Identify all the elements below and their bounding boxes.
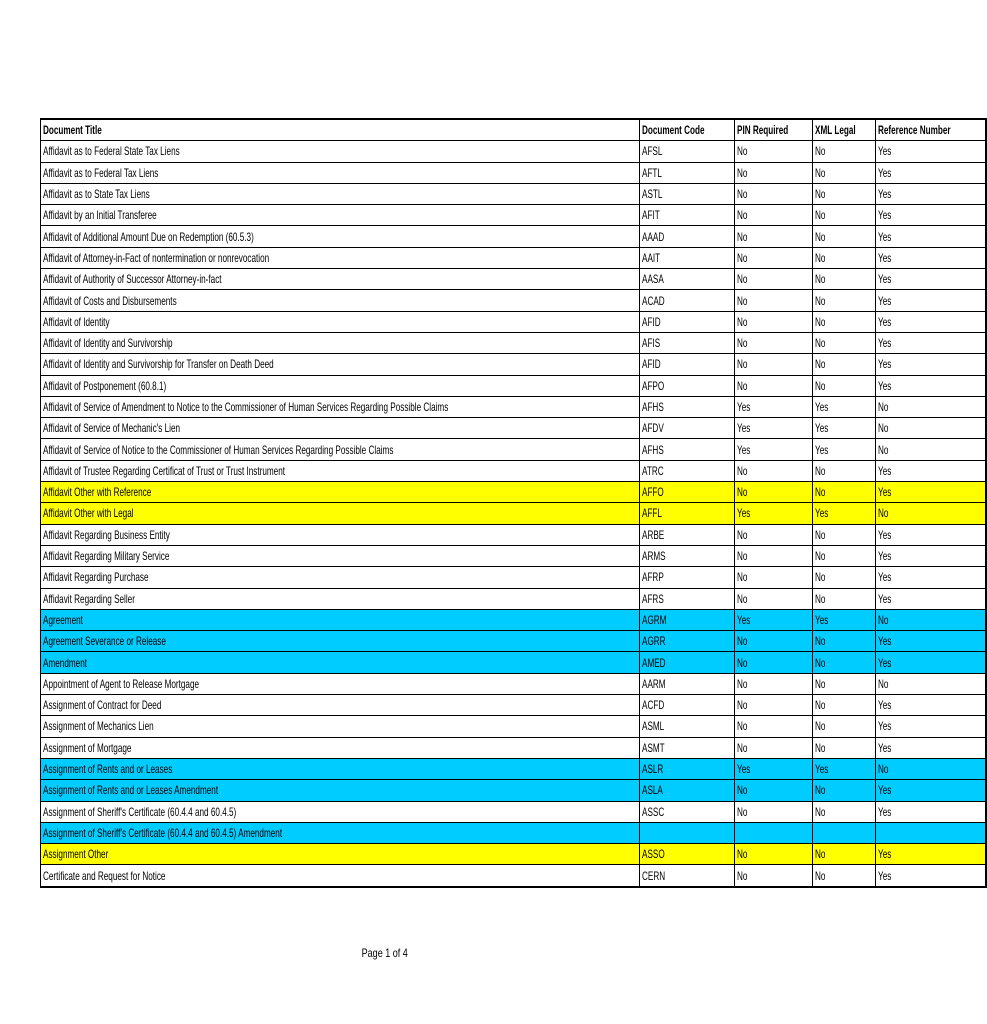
document-code-cell: AGRR [640, 631, 735, 652]
document-code-cell: AAAD [640, 226, 735, 247]
table-row [41, 290, 986, 311]
document-title-cell: Assignment of Mechanics Lien [41, 716, 640, 737]
header-xml-legal: XML Legal [813, 119, 876, 141]
xml-legal-cell: Yes [813, 503, 876, 524]
table-row [41, 758, 986, 779]
document-code-cell: AFTL [640, 162, 735, 183]
pin-required-cell: No [735, 588, 813, 609]
xml-legal-cell: No [813, 183, 876, 204]
document-title-cell: Assignment of Mortgage [41, 737, 640, 758]
document-code-cell: AAIT [640, 247, 735, 268]
table-row [41, 524, 986, 545]
pin-required-cell: No [735, 332, 813, 353]
header-document-code: Document Code [640, 119, 735, 141]
xml-legal-cell: No [813, 311, 876, 332]
document-title-cell: Affidavit as to State Tax Liens [41, 183, 640, 204]
xml-legal-cell: Yes [813, 418, 876, 439]
reference-number-cell: Yes [876, 801, 986, 822]
document-title-cell: Affidavit of Trustee Regarding Certificat of Trust or Trust Instrument [41, 460, 640, 481]
document-code-cell: AFDV [640, 418, 735, 439]
table-row [41, 609, 986, 630]
document-code-cell: AFHS [640, 439, 735, 460]
pin-required-cell: No [735, 205, 813, 226]
reference-number-cell: Yes [876, 631, 986, 652]
reference-number-cell: Yes [876, 524, 986, 545]
reference-number-cell: Yes [876, 588, 986, 609]
table-row [41, 226, 986, 247]
reference-number-cell: Yes [876, 205, 986, 226]
pin-required-cell: Yes [735, 609, 813, 630]
pin-required-cell: No [735, 631, 813, 652]
document-code-cell: ATRC [640, 460, 735, 481]
xml-legal-cell: Yes [813, 758, 876, 779]
table-row [41, 141, 986, 162]
table-row [41, 865, 986, 887]
pin-required-cell: No [735, 226, 813, 247]
table-row [41, 588, 986, 609]
document-title-cell: Assignment of Rents and or Leases [41, 758, 640, 779]
pin-required-cell: No [735, 716, 813, 737]
document-code-cell: ASLA [640, 780, 735, 801]
xml-legal-cell: Yes [813, 609, 876, 630]
table-row [41, 567, 986, 588]
reference-number-cell: Yes [876, 567, 986, 588]
document-title-cell: Affidavit Regarding Purchase [41, 567, 640, 588]
reference-number-cell: Yes [876, 482, 986, 503]
xml-legal-cell: No [813, 524, 876, 545]
document-code-cell: ACAD [640, 290, 735, 311]
reference-number-cell: Yes [876, 269, 986, 290]
xml-legal-cell: No [813, 162, 876, 183]
reference-number-cell: No [876, 609, 986, 630]
table-row [41, 737, 986, 758]
document-title-cell: Assignment of Rents and or Leases Amendment [41, 780, 640, 801]
document-code-cell: AGRM [640, 609, 735, 630]
document-code-cell: ASMT [640, 737, 735, 758]
document-code-cell: ASML [640, 716, 735, 737]
xml-legal-cell: No [813, 780, 876, 801]
xml-legal-cell: No [813, 482, 876, 503]
table-row [41, 439, 986, 460]
xml-legal-cell: No [813, 801, 876, 822]
table-row [41, 545, 986, 566]
reference-number-cell: No [876, 396, 986, 417]
pin-required-cell: No [735, 801, 813, 822]
pin-required-cell: No [735, 780, 813, 801]
reference-number-cell: Yes [876, 375, 986, 396]
document-title-cell: Affidavit Regarding Business Entity [41, 524, 640, 545]
document-code-cell: AFSL [640, 141, 735, 162]
document-code-table [40, 118, 987, 888]
document-title-cell: Assignment of Sheriff's Certificate (60.4.4 and 60.4.5) [41, 801, 640, 822]
table-row [41, 780, 986, 801]
pin-required-cell: No [735, 311, 813, 332]
reference-number-cell: Yes [876, 865, 986, 887]
pin-required-cell: No [735, 247, 813, 268]
document-title-cell: Affidavit of Identity and Survivorship [41, 332, 640, 353]
reference-number-cell: No [876, 758, 986, 779]
pin-required-cell: No [735, 375, 813, 396]
document-code-cell: ASTL [640, 183, 735, 204]
document-code-cell: AFIS [640, 332, 735, 353]
document-title-cell: Affidavit of Postponement (60.8.1) [41, 375, 640, 396]
table-header-row [41, 119, 986, 141]
document-code-cell: AASA [640, 269, 735, 290]
xml-legal-cell: No [813, 588, 876, 609]
pin-required-cell: Yes [735, 503, 813, 524]
reference-number-cell: Yes [876, 290, 986, 311]
pin-required-cell: No [735, 183, 813, 204]
document-title-cell: Affidavit of Service of Mechanic's Lien [41, 418, 640, 439]
header-reference-number: Reference Number [876, 119, 986, 141]
pin-required-cell: No [735, 524, 813, 545]
table-row [41, 482, 986, 503]
table-row [41, 418, 986, 439]
reference-number-cell: No [876, 418, 986, 439]
reference-number-cell: Yes [876, 780, 986, 801]
reference-number-cell: Yes [876, 545, 986, 566]
reference-number-cell: Yes [876, 141, 986, 162]
xml-legal-cell: No [813, 375, 876, 396]
document-code-cell: AFRS [640, 588, 735, 609]
xml-legal-cell: No [813, 567, 876, 588]
pin-required-cell: Yes [735, 418, 813, 439]
reference-number-cell: Yes [876, 844, 986, 865]
xml-legal-cell: No [813, 460, 876, 481]
pin-required-cell: No [735, 865, 813, 887]
xml-legal-cell: Yes [813, 396, 876, 417]
reference-number-cell: Yes [876, 162, 986, 183]
xml-legal-cell: No [813, 141, 876, 162]
pin-required-cell: No [735, 737, 813, 758]
table-row [41, 269, 986, 290]
document-title-cell: Agreement [41, 609, 640, 630]
table-row [41, 844, 986, 865]
reference-number-cell: Yes [876, 695, 986, 716]
document-code-cell: AFHS [640, 396, 735, 417]
pin-required-cell [735, 822, 813, 843]
table-row [41, 205, 986, 226]
table-row [41, 375, 986, 396]
xml-legal-cell: No [813, 737, 876, 758]
table-row [41, 460, 986, 481]
document-code-cell: ARBE [640, 524, 735, 545]
pin-required-cell: No [735, 290, 813, 311]
xml-legal-cell: No [813, 290, 876, 311]
document-title-cell: Affidavit of Attorney-in-Fact of nontermination or nonrevocation [41, 247, 640, 268]
document-title-cell: Affidavit by an Initial Transferee [41, 205, 640, 226]
document-code-cell [640, 822, 735, 843]
table-row [41, 162, 986, 183]
pin-required-cell: No [735, 460, 813, 481]
document-code-cell: AFID [640, 354, 735, 375]
header-pin-required: PIN Required [735, 119, 813, 141]
header-document-title: Document Title [41, 119, 640, 141]
document-title-cell: Appointment of Agent to Release Mortgage [41, 673, 640, 694]
xml-legal-cell: No [813, 354, 876, 375]
reference-number-cell: Yes [876, 247, 986, 268]
document-code-cell: AFFL [640, 503, 735, 524]
document-title-cell: Affidavit Regarding Seller [41, 588, 640, 609]
reference-number-cell: Yes [876, 183, 986, 204]
table-row [41, 183, 986, 204]
xml-legal-cell: No [813, 205, 876, 226]
pin-required-cell: No [735, 695, 813, 716]
xml-legal-cell: No [813, 332, 876, 353]
table-row [41, 631, 986, 652]
document-title-cell: Affidavit of Additional Amount Due on Redemption (60.5.3) [41, 226, 640, 247]
document-title-cell: Assignment of Contract for Deed [41, 695, 640, 716]
document-title-cell: Affidavit Other with Reference [41, 482, 640, 503]
table-row [41, 716, 986, 737]
table-row [41, 332, 986, 353]
document-code-cell: AFPO [640, 375, 735, 396]
document-title-cell: Affidavit of Service of Notice to the Commissioner of Human Services Regarding Possible Claims [41, 439, 640, 460]
reference-number-cell: Yes [876, 311, 986, 332]
xml-legal-cell: No [813, 545, 876, 566]
document-title-cell: Affidavit as to Federal Tax Liens [41, 162, 640, 183]
table-row [41, 396, 986, 417]
document-code-cell: CERN [640, 865, 735, 887]
xml-legal-cell: No [813, 269, 876, 290]
document-title-cell: Amendment [41, 652, 640, 673]
reference-number-cell: Yes [876, 716, 986, 737]
table-row [41, 652, 986, 673]
pin-required-cell: No [735, 844, 813, 865]
pin-required-cell: Yes [735, 758, 813, 779]
pin-required-cell: No [735, 354, 813, 375]
xml-legal-cell: No [813, 631, 876, 652]
document-code-cell: AFRP [640, 567, 735, 588]
pin-required-cell: No [735, 269, 813, 290]
document-code-cell: AFIT [640, 205, 735, 226]
xml-legal-cell: No [813, 247, 876, 268]
reference-number-cell: Yes [876, 460, 986, 481]
document-code-cell: ARMS [640, 545, 735, 566]
reference-number-cell [876, 822, 986, 843]
pin-required-cell: Yes [735, 396, 813, 417]
reference-number-cell: No [876, 503, 986, 524]
reference-number-cell: No [876, 439, 986, 460]
document-title-cell: Affidavit of Identity [41, 311, 640, 332]
xml-legal-cell: Yes [813, 439, 876, 460]
document-title-cell: Certificate and Request for Notice [41, 865, 640, 887]
page-number: Page 1 of 4 [361, 946, 409, 960]
document-title-cell: Assignment of Sheriff's Certificate (60.4.4 and 60.4.5) Amendment [41, 822, 640, 843]
document-title-cell: Affidavit Other with Legal [41, 503, 640, 524]
pin-required-cell: No [735, 141, 813, 162]
xml-legal-cell: No [813, 226, 876, 247]
reference-number-cell: Yes [876, 652, 986, 673]
document-title-cell: Agreement Severance or Release [41, 631, 640, 652]
table-row [41, 822, 986, 843]
document-code-cell: AMED [640, 652, 735, 673]
document-code-cell: ACFD [640, 695, 735, 716]
document-title-cell: Affidavit of Authority of Successor Attorney-in-fact [41, 269, 640, 290]
table-row [41, 695, 986, 716]
reference-number-cell: Yes [876, 332, 986, 353]
xml-legal-cell: No [813, 673, 876, 694]
table-row [41, 673, 986, 694]
document-code-cell: AFID [640, 311, 735, 332]
xml-legal-cell [813, 822, 876, 843]
table-row [41, 247, 986, 268]
reference-number-cell: Yes [876, 226, 986, 247]
document-title-cell: Affidavit of Identity and Survivorship for Transfer on Death Deed [41, 354, 640, 375]
document-title-cell: Affidavit of Service of Amendment to Notice to the Commissioner of Human Services Regarding Possible Claims [41, 396, 640, 417]
reference-number-cell: Yes [876, 354, 986, 375]
xml-legal-cell: No [813, 652, 876, 673]
pin-required-cell: No [735, 162, 813, 183]
table-row [41, 354, 986, 375]
xml-legal-cell: No [813, 844, 876, 865]
xml-legal-cell: No [813, 695, 876, 716]
table-row [41, 503, 986, 524]
document-code-cell: ASSC [640, 801, 735, 822]
reference-number-cell: Yes [876, 737, 986, 758]
document-title-cell: Affidavit as to Federal State Tax Liens [41, 141, 640, 162]
pin-required-cell: No [735, 652, 813, 673]
pin-required-cell: No [735, 567, 813, 588]
pin-required-cell: No [735, 673, 813, 694]
document-title-cell: Affidavit of Costs and Disbursements [41, 290, 640, 311]
pin-required-cell: Yes [735, 439, 813, 460]
xml-legal-cell: No [813, 865, 876, 887]
document-code-cell: ASSO [640, 844, 735, 865]
document-title-cell: Assignment Other [41, 844, 640, 865]
xml-legal-cell: No [813, 716, 876, 737]
document-title-cell: Affidavit Regarding Military Service [41, 545, 640, 566]
reference-number-cell: No [876, 673, 986, 694]
pin-required-cell: No [735, 482, 813, 503]
document-code-cell: AFFO [640, 482, 735, 503]
document-code-cell: AARM [640, 673, 735, 694]
document-code-cell: ASLR [640, 758, 735, 779]
pin-required-cell: No [735, 545, 813, 566]
table-row [41, 801, 986, 822]
table-row [41, 311, 986, 332]
